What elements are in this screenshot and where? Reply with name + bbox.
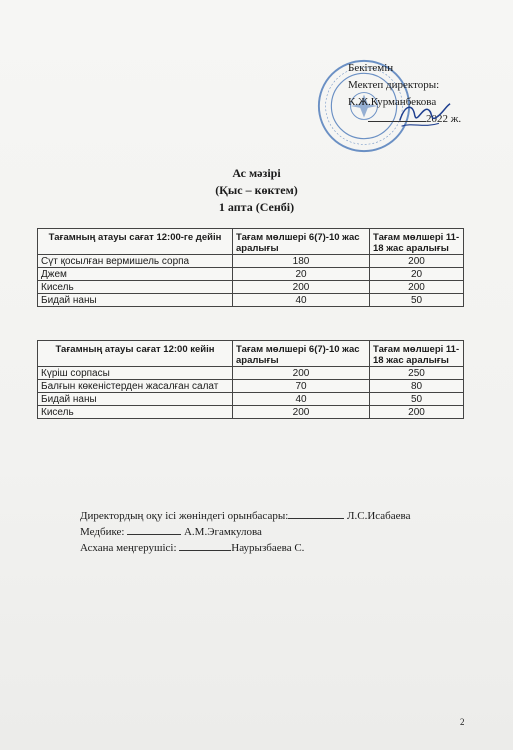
menu-table-after-noon (37, 340, 464, 419)
nurse-signature-line (80, 524, 410, 540)
table-row (38, 367, 464, 380)
kitchen-name: Наурызбаева С. (231, 542, 305, 554)
portion-junior: 200 (233, 281, 370, 294)
portion-senior: 20 (370, 268, 464, 281)
deputy-name: Л.С.Исабаева (347, 510, 411, 522)
menu-title-week: 1 апта (Сенбі) (218, 200, 295, 214)
table-header-row (38, 229, 464, 255)
table-row (38, 268, 464, 281)
nurse-label: Медбике: (80, 526, 125, 538)
approval-name: К.Ж.Курманбекова (348, 96, 437, 108)
dish-name: Балғын көкеністерден жасалған салат (38, 380, 233, 393)
column-header-portion-junior: Тағам мөлшері 6(7)-10 жас аралығы (233, 229, 370, 255)
portion-junior: 180 (233, 255, 370, 268)
dish-name: Кисель (38, 406, 233, 419)
portion-senior: 50 (370, 294, 464, 307)
portion-junior: 70 (233, 380, 370, 393)
deputy-signature-line (80, 508, 410, 524)
dish-name: Кисель (38, 281, 233, 294)
table-row (38, 393, 464, 406)
column-header-portion-senior: Тағам мөлшері 11-18 жас аралығы (370, 341, 464, 367)
page-number: 2 (460, 717, 465, 727)
table-header-row (38, 341, 464, 367)
menu-table-before-noon (37, 228, 464, 307)
dish-name: Бидай наны (38, 294, 233, 307)
column-header-dish: Тағамның атауы сағат 12:00-ге дейін (38, 229, 233, 255)
portion-senior: 250 (370, 367, 464, 380)
column-header-portion-junior: Тағам мөлшері 6(7)-10 жас аралығы (233, 341, 370, 367)
table-row (38, 281, 464, 294)
menu-title-season: (Қыс – көктем) (215, 183, 298, 197)
deputy-label: Директордың оқу ісі жөніндегі орынбасары: (80, 510, 289, 522)
menu-title (0, 165, 513, 216)
approval-title: Бекітемін (348, 62, 394, 74)
kitchen-label: Асхана меңгерушісі: (80, 542, 177, 554)
portion-junior: 20 (233, 268, 370, 281)
table-row (38, 380, 464, 393)
nurse-name: А.М.Эгамкулова (183, 526, 262, 538)
approval-date: 2022 ж. (368, 111, 461, 128)
portion-senior: 80 (370, 380, 464, 393)
column-header-dish: Тағамның атауы сағат 12:00 кейін (38, 341, 233, 367)
portion-junior: 200 (233, 406, 370, 419)
dish-name: Күріш сорпасы (38, 367, 233, 380)
column-header-portion-senior: Тағам мөлшері 11-18 жас аралығы (370, 229, 464, 255)
portion-junior: 200 (233, 367, 370, 380)
table-row (38, 255, 464, 268)
kitchen-signature-line (80, 540, 410, 556)
table-row (38, 406, 464, 419)
dish-name: Сүт қосылған вермишель сорпа (38, 255, 233, 268)
dish-name: Джем (38, 268, 233, 281)
approval-position: Мектеп директоры: (348, 79, 440, 91)
signatures-block (80, 508, 410, 556)
portion-senior: 200 (370, 406, 464, 419)
dish-name: Бидай наны (38, 393, 233, 406)
portion-junior: 40 (233, 294, 370, 307)
portion-junior: 40 (233, 393, 370, 406)
table-row (38, 294, 464, 307)
portion-senior: 50 (370, 393, 464, 406)
portion-senior: 200 (370, 255, 464, 268)
portion-senior: 200 (370, 281, 464, 294)
menu-title-main: Ас мәзірі (232, 166, 281, 180)
director-signature-icon (396, 98, 452, 132)
